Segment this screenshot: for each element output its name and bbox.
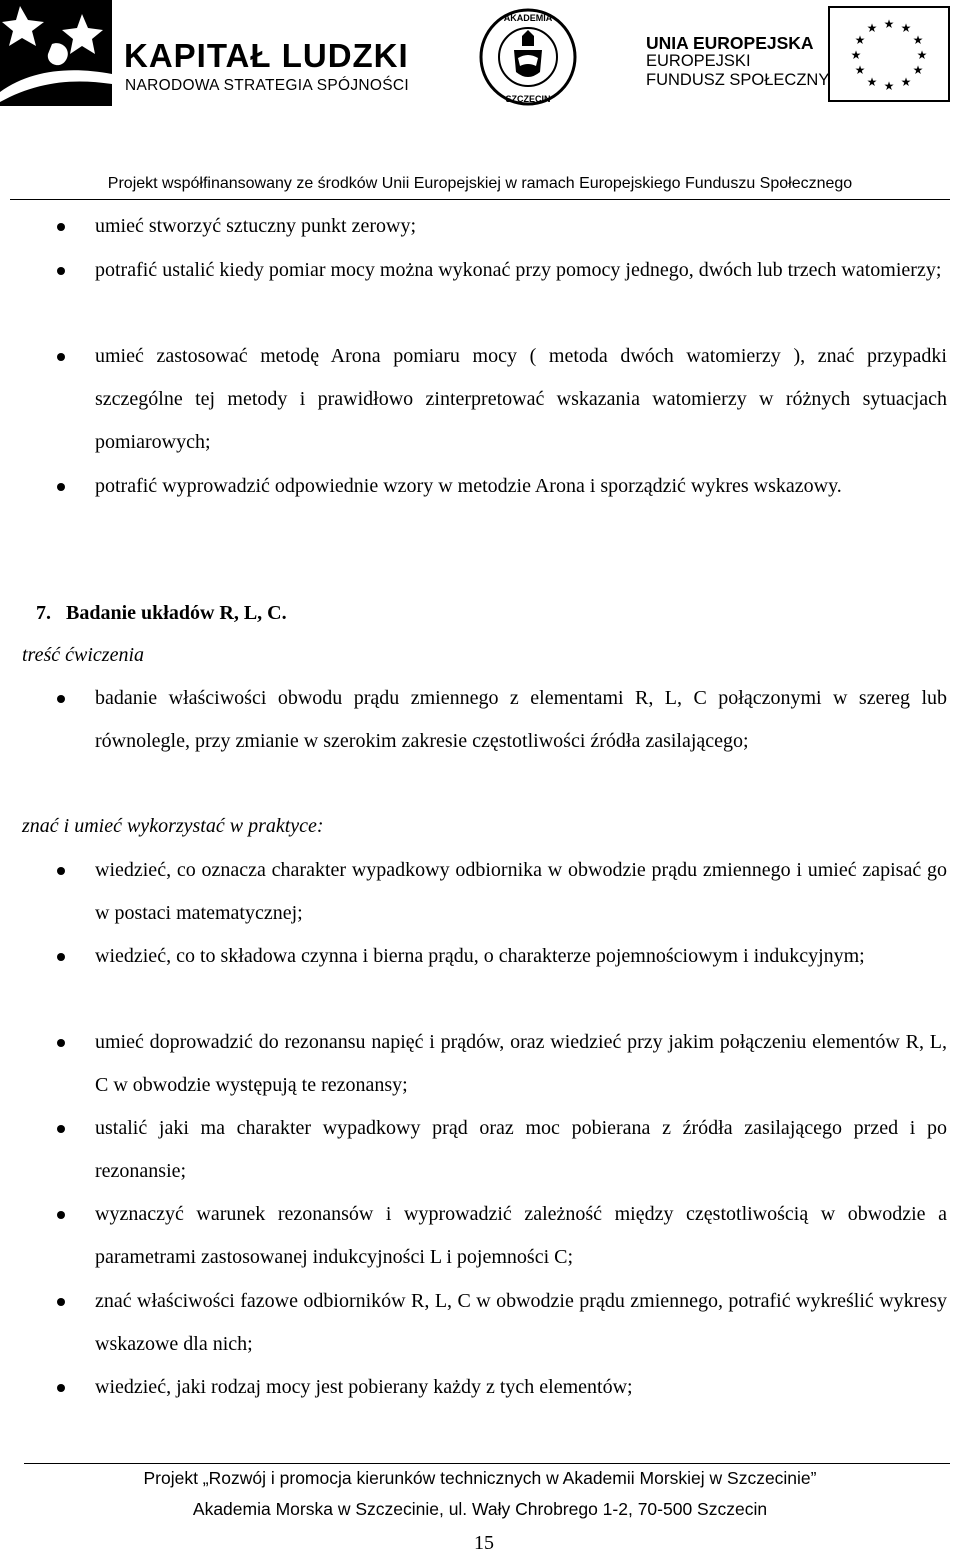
bullet-icon [57,223,65,231]
svg-text:★: ★ [912,33,924,47]
svg-text:★: ★ [866,21,878,35]
exercise-label: treść ćwiczenia [22,644,145,666]
header-caption: Projekt współfinansowany ze środków Unii Europejskiej w ramach Europejskiego Funduszu Społecznego [107,175,853,192]
footer-address: Akademia Morska w Szczecinie, ul. Wały Chrobrego 1-2, 70-500 Szczecin [192,1499,768,1519]
list-item: umieć zastosować metodę Arona pomiaru mocy ( metoda dwóch watomierzy ), znać przypadki szczególne tej metody i prawidłowo zinterpretować wskazania watomierzy w różnych sytuacjach pomiarowych; [95,345,947,453]
list-item: wiedzieć, jaki rodzaj mocy jest pobierany każdy z tych elementów; [95,1376,633,1398]
svg-text:★: ★ [900,21,912,35]
list-item: umieć doprowadzić do rezonansu napięć i prądów, oraz wiedzieć przy jakim połączeniu elementów R, L, C w obwodzie występują te rezonansy; [95,1031,947,1096]
bullet-icon [57,1298,65,1306]
svg-text:★: ★ [850,48,862,62]
eu-flag-icon [828,6,950,102]
list-item: potrafić ustalić kiedy pomiar mocy można wykonać przy pomocy jednego, dwóch lub trzech watomierzy; [95,259,942,281]
list-item: znać właściwości fazowe odbiorników R, L, C w obwodzie prądu zmiennego, potrafić wykreślić wykresy wskazowe dla nich; [95,1290,947,1355]
section-title: Badanie układów R, L, C. [66,602,287,624]
page-number: 15 [474,1532,494,1554]
bullet-icon [57,1384,65,1392]
bullet-icon [57,1211,65,1219]
list-item: wiedzieć, co to składowa czynna i bierna prądu, o charakterze pojemnościowym i indukcyjnym; [95,945,865,967]
header-divider [10,199,950,200]
eu-subtitle-line2: FUNDUSZ SPOŁECZNY [646,71,830,89]
svg-text:★: ★ [854,33,866,47]
bullet-icon [57,1125,65,1133]
list-item: umieć stworzyć sztuczny punkt zerowy; [95,215,417,237]
svg-text:★: ★ [854,63,866,77]
list-item: ustalić jaki ma charakter wypadkowy prąd oraz moc pobierana z źródła zasilającego przed i po rezonansie; [95,1117,947,1182]
header-logos [0,0,960,110]
svg-text:★: ★ [912,63,924,77]
kapital-ludzki-title: KAPITAŁ LUDZKI [124,37,409,74]
kapital-ludzki-subtitle: NARODOWA STRATEGIA SPÓJNOŚCI [125,77,409,94]
bullet-icon [57,353,65,361]
eu-title: UNIA EUROPEJSKA [646,33,814,53]
svg-text:★: ★ [866,75,878,89]
footer-project: Projekt „Rozwój i promocja kierunków technicznych w Akademii Morskiej w Szczecinie” [143,1468,817,1488]
section-number: 7. [36,602,51,624]
bullet-icon [57,1039,65,1047]
list-item: badanie właściwości obwodu prądu zmiennego z elementami R, L, C połączonymi w szereg lub równolegle, przy zmianie w szerokim zakresie częstotliwości źródła zasilającego; [95,687,947,752]
footer-divider [24,1463,950,1464]
bullet-icon [57,695,65,703]
svg-text:★: ★ [883,79,895,93]
list-item: potrafić wyprowadzić odpowiednie wzory w metodzie Arona i sporządzić wykres wskazowy. [95,475,842,497]
list-item: wyznaczyć warunek rezonansów i wyprowadzić zależność między częstotliwością w obwodzie a parametrami zastosowanej indukcyjności L i pojemności C; [95,1203,947,1268]
practice-label: znać i umieć wykorzystać w praktyce: [22,815,324,837]
kapital-ludzki-logo-mark [0,0,112,106]
akademia-morska-seal [478,6,578,108]
list-item: wiedzieć, co oznacza charakter wypadkowy odbiornika w obwodzie prądu zmiennego i umieć zapisać go w postaci matematycznej; [95,859,947,924]
svg-text:SZCZECIN: SZCZECIN [505,94,551,104]
svg-text:★: ★ [900,75,912,89]
bullet-icon [57,953,65,961]
svg-text:★: ★ [883,17,895,31]
bullet-icon [57,867,65,875]
svg-text:★: ★ [916,48,928,62]
bullet-icon [57,267,65,275]
eu-subtitle-line1: EUROPEJSKI [646,52,751,70]
svg-text:AKADEMIA: AKADEMIA [503,13,553,23]
bullet-icon [57,483,65,491]
section-heading [36,595,287,631]
